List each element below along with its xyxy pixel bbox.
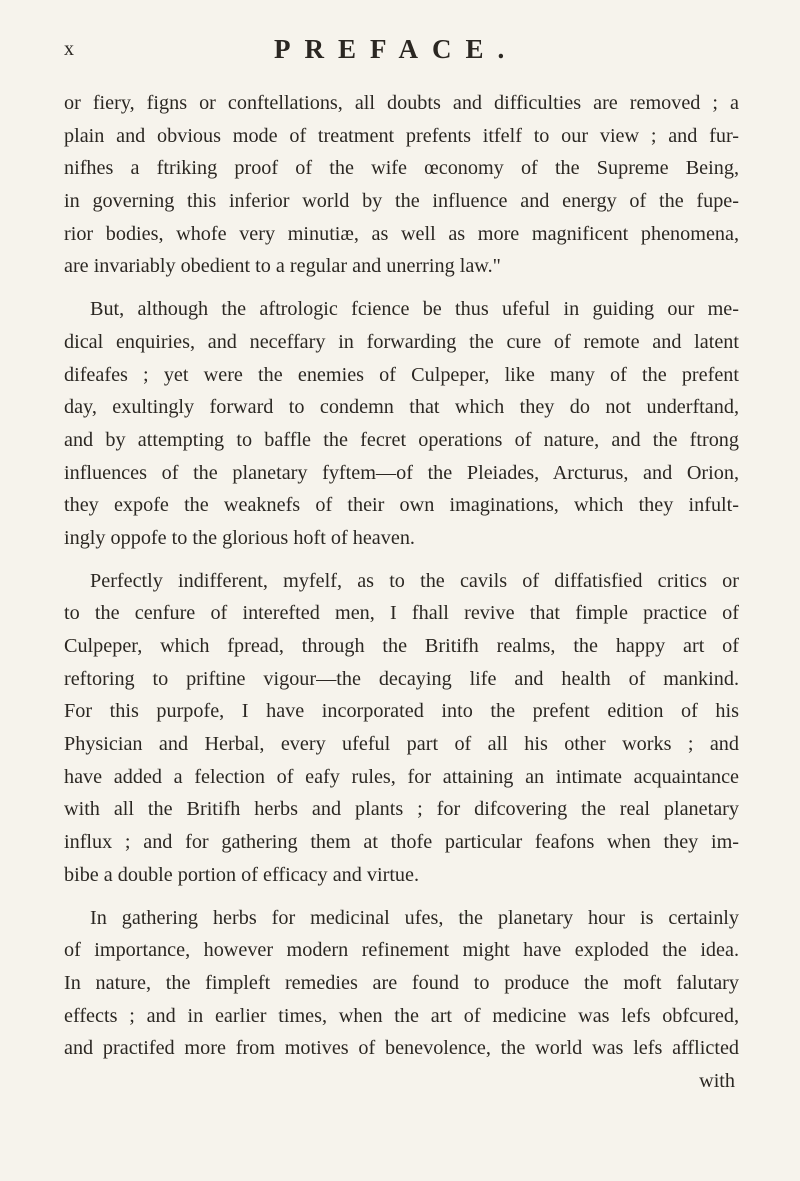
text-line: of importance, however modern refinement might have exploded the idea. (64, 939, 739, 962)
running-head: PREFACE. (274, 34, 519, 64)
text-line: day, exultingly forward to condemn that which they do not underftand, (64, 396, 739, 419)
page-header (64, 34, 744, 74)
paragraph (64, 565, 739, 892)
text-line: difeafes ; yet were the enemies of Culpeper, like many of the prefent (64, 363, 739, 386)
text-line: ingly oppofe to the glorious hoft of heaven. (64, 526, 415, 549)
text-line: Culpeper, which fpread, through the Britifh realms, the happy art of (64, 635, 739, 657)
text-line: and by attempting to baffle the fecret operations of nature, and the ftrong (64, 428, 739, 451)
body-text (64, 87, 739, 1098)
text-line: influences of the planetary fyftem—of the Pleiades, Arcturus, and Orion, (64, 461, 739, 484)
text-line: bibe a double portion of efficacy and virtue. (64, 863, 420, 886)
catchword: with (699, 1069, 735, 1092)
paragraph (64, 87, 739, 283)
text-line: reftoring to priftine vigour—the decaying life and health of mankind. (64, 667, 739, 690)
text-line: rior bodies, whofe very minutiæ, as well as more magnificent phenomena, (64, 222, 739, 245)
text-line: plain and obvious mode of treatment prefents itfelf to our view ; and fur- (64, 124, 739, 147)
text-line: they expofe the weaknefs of their own imaginations, which they infult- (64, 494, 739, 517)
text-line: For this purpofe, I have incorporated into the prefent edition of his (64, 700, 739, 723)
text-line: In nature, the fimpleft remedies are found to produce the moft falutary (64, 971, 739, 994)
text-line: nifhes a ftriking proof of the wife œconomy of the Supreme Being, (64, 157, 739, 180)
text-line: to the cenfure of interefted men, I fhall revive that fimple practice of (64, 602, 739, 625)
text-line: dical enquiries, and neceffary in forwarding the cure of remote and latent (64, 330, 739, 353)
text-line: Physician and Herbal, every ufeful part of all his other works ; and (64, 733, 739, 756)
text-line: Perfectly indifferent, myfelf, as to the cavils of diffatisfied critics or (90, 569, 739, 592)
text-line: effects ; and in earlier times, when the art of medicine was lefs obfcured, (64, 1004, 739, 1027)
page-number: x (64, 38, 75, 60)
text-line: But, although the aftrologic fcience be thus ufeful in guiding our me- (90, 298, 739, 321)
text-line: In gathering herbs for medicinal ufes, the planetary hour is certainly (90, 906, 739, 929)
text-line: or fiery, figns or conftellations, all doubts and difficulties are removed ; a (64, 92, 739, 114)
paragraph (64, 293, 739, 555)
text-line: with all the Britifh herbs and plants ; for difcovering the real planetary (64, 798, 739, 821)
text-line: have added a felection of eafy rules, for attaining an intimate acquaintance (64, 765, 739, 788)
text-line: in governing this inferior world by the influence and energy of the fupe- (64, 190, 739, 213)
text-line: influx ; and for gathering them at thofe particular feafons when they im- (64, 831, 739, 854)
text-line: and practifed more from motives of benevolence, the world was lefs afflicted (64, 1037, 739, 1060)
text-line: are invariably obedient to a regular and unerring law." (64, 255, 501, 278)
paragraph (64, 902, 739, 1065)
